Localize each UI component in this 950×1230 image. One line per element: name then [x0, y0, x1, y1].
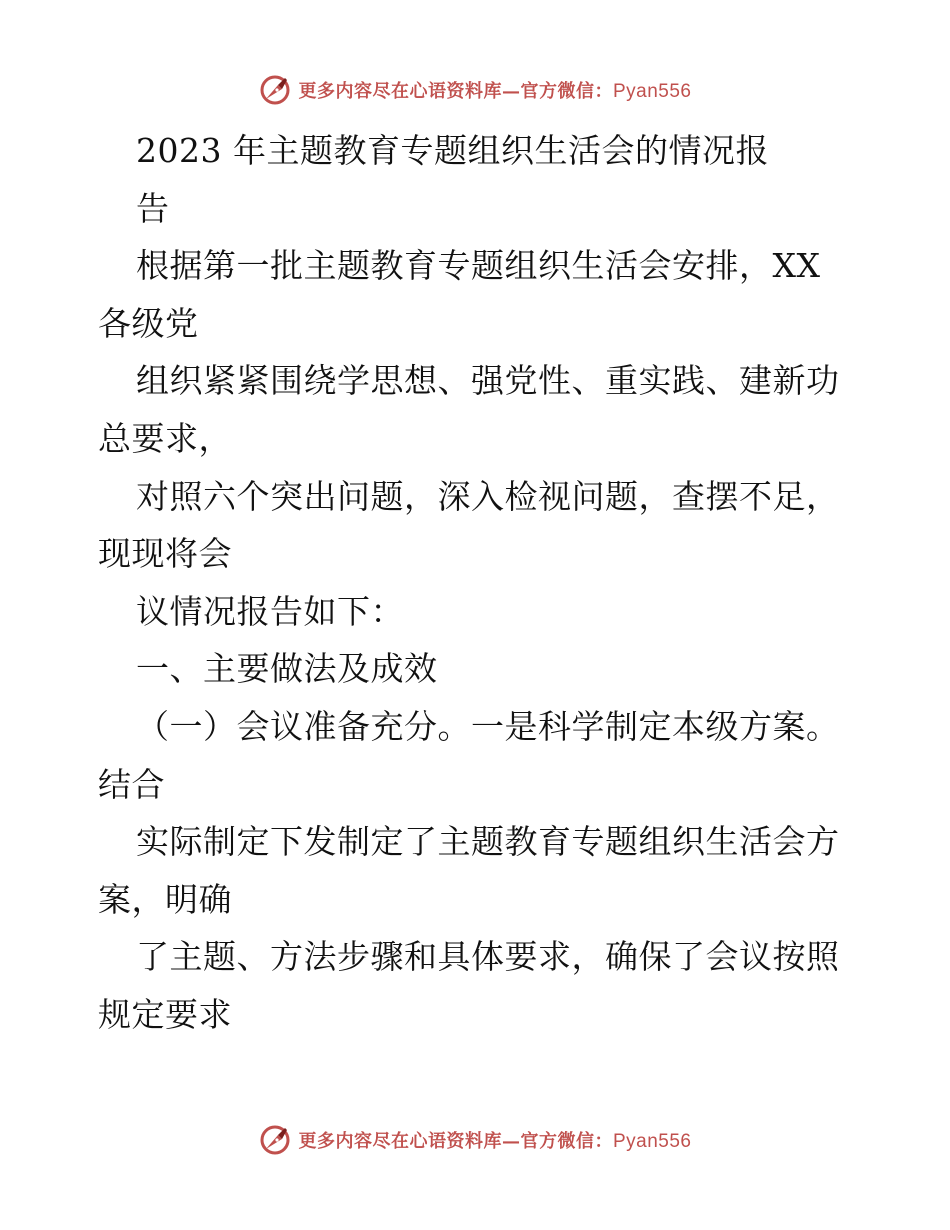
doc-line: 规定要求	[98, 994, 232, 1034]
doc-line: 根据第一批主题教育专题组织生活会安排，XX	[136, 246, 821, 286]
doc-line: 结合	[98, 764, 165, 804]
doc-line: 总要求，	[98, 418, 232, 458]
section-heading: 一、主要做法及成效	[136, 649, 438, 689]
watermark-wechat-id: Pyan556	[612, 1131, 692, 1152]
doc-line: 对照六个突出问题，深入检视问题，查摆不足，	[136, 476, 840, 516]
doc-line: 案，明确	[98, 879, 232, 919]
pen-nib-logo-icon	[258, 1123, 292, 1157]
watermark-wechat-id: Pyan556	[612, 81, 692, 102]
watermark-text: 更多内容尽在心语资料库—官方微信：Pyan556	[298, 1131, 692, 1152]
watermark-text: 更多内容尽在心语资料库—官方微信：Pyan556	[298, 81, 692, 102]
doc-line: 现现将会	[98, 534, 232, 574]
document-body	[98, 122, 858, 1044]
doc-line: 各级党	[98, 303, 199, 343]
doc-line: 组织紧紧围绕学思想、强党性、重实践、建新功	[136, 361, 840, 401]
doc-line: 2023 年主题教育专题组织生活会的情况报	[136, 131, 769, 170]
doc-line: 实际制定下发制定了主题教育专题组织生活会方	[136, 822, 840, 862]
doc-line: （一）会议准备充分。一是科学制定本级方案。	[136, 706, 840, 746]
doc-line: 议情况报告如下：	[136, 591, 404, 631]
header-watermark	[0, 70, 950, 110]
doc-line: 了主题、方法步骤和具体要求，确保了会议按照	[136, 937, 840, 977]
doc-line: 告	[136, 188, 170, 228]
footer-watermark	[0, 1120, 950, 1160]
pen-nib-logo-icon	[258, 73, 292, 107]
